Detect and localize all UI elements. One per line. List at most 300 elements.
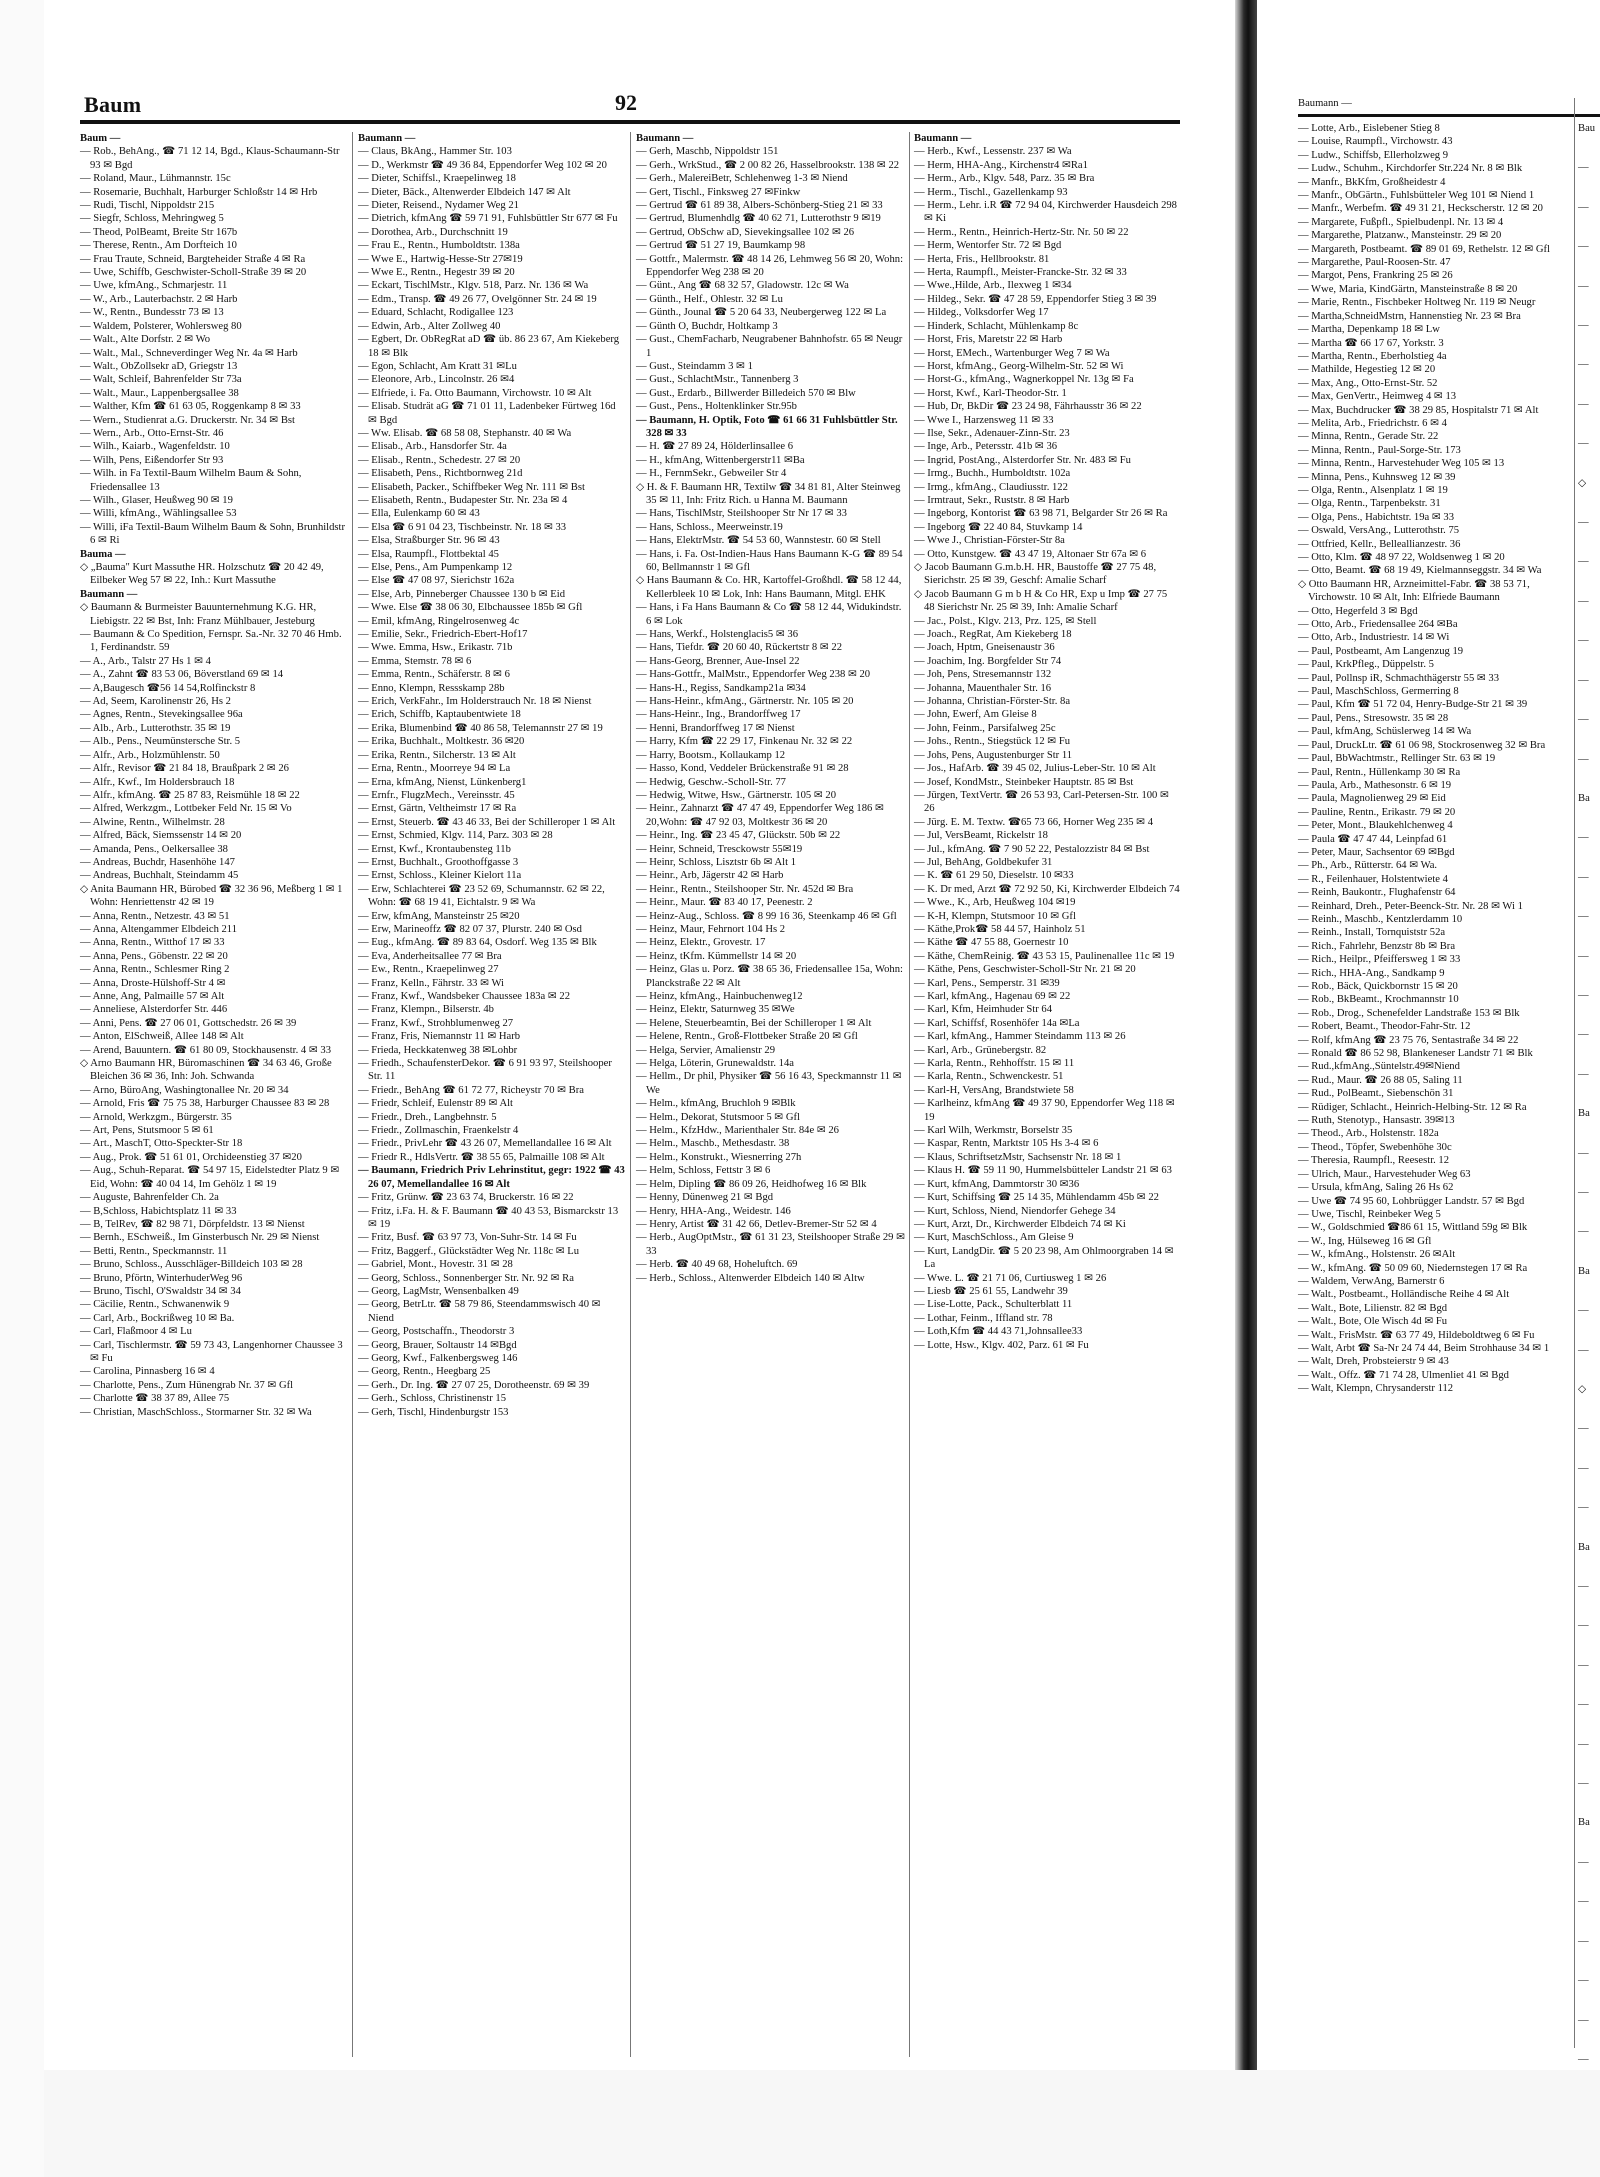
- directory-entry: — Anne, Ang, Palmaille 57 ✉ Alt: [80, 991, 225, 1002]
- directory-entry: — Helm., KfzHdw., Marienthaler Str. 84e ✉ 26: [636, 1125, 839, 1137]
- directory-entry: — Bruno, Pförtn, WinterhuderWeg 96: [80, 1272, 243, 1284]
- directory-entry: — Wern., Studienrat a.G. Druckerstr. Nr. 34 ✉ Bst: [80, 414, 295, 426]
- directory-entry: — Rud., Maur. ☎ 26 88 05, Saling 11: [1298, 1074, 1463, 1086]
- directory-entry: — Wwe, Maria, KindGärtn, Mansteinstraße 8 ✉ 20: [1298, 283, 1518, 295]
- directory-entry: — Ernst, Buchhalt., Groothoffgasse 3: [358, 856, 519, 868]
- directory-entry: — Else, Arb, Pinneberger Chaussee 130 b ✉ Eid: [358, 588, 565, 600]
- directory-entry: — Heinz, tKfm. Kümmellstr 14 ✉ 20: [636, 950, 797, 962]
- directory-entry: — Hans-H., Regiss, Sandkamp21a ✉34: [636, 682, 806, 694]
- directory-entry: — Heinr., Arb, Jägerstr 42 ✉ Harb: [636, 870, 784, 882]
- directory-entry: — Enno, Klempn, Ressskamp 28b: [358, 682, 505, 694]
- directory-entry: — Charlotte ☎ 38 37 89, Allee 75: [80, 1393, 230, 1405]
- directory-entry: — Kurt, kfmAng, Dammtorstr 30 ✉36: [914, 1178, 1080, 1190]
- directory-entry: — Helga, Löterin, Grunewaldstr. 14a: [636, 1058, 794, 1070]
- facing-page-edge-column: [1578, 122, 1600, 2065]
- edge-fragment: Ba: [1578, 1817, 1590, 1829]
- directory-entry: — Manfr., Werbefm. ☎ 49 31 21, Heckscherstr. 12 ✉ 20: [1298, 203, 1543, 215]
- directory-entry: — Ella, Eulenkamp 60 ✉ 43: [358, 508, 480, 520]
- directory-entry: — Edm., Transp. ☎ 49 26 77, Ovelgönner Str. 24 ✉ 19: [358, 293, 597, 305]
- directory-entry: — Hans, Werkf., Holstenglacis5 ✉ 36: [636, 629, 798, 641]
- edge-fragment: ◇: [1578, 477, 1587, 489]
- directory-entry: — Herb. ☎ 40 49 68, Hoheluftch. 69: [636, 1259, 798, 1271]
- directory-entry: — Käthe, ChemReinig. ☎ 43 53 15, Paulinenallee 11c ✉ 19: [914, 950, 1175, 962]
- edge-fragment: —: [1578, 1147, 1589, 1159]
- edge-fragment: —: [1578, 1778, 1589, 1790]
- directory-entry: — R., Feilenhauer, Holstentwiete 4: [1298, 873, 1448, 885]
- directory-entry: — Max, Buchdrucker ☎ 38 29 85, Hospitalstr 71 ✉ Alt: [1298, 404, 1539, 416]
- directory-entry: — Hans-Heinr., kfmAng., Gärtnerstr. Nr. 105 ✉ 20: [636, 696, 854, 708]
- directory-entry: — Olga, Rentn., Tarpenbekstr. 31: [1298, 498, 1441, 510]
- directory-entry: — Herm, Wentorfer Str. 72 ✉ Bgd: [914, 240, 1062, 252]
- directory-entry: — Hildeg., Sekr. ☎ 47 28 59, Eppendorfer Stieg 3 ✉ 39: [914, 293, 1157, 305]
- directory-entry: — Elfriede, i. Fa. Otto Baumann, Virchowstr. 10 ✉ Alt: [358, 387, 592, 399]
- directory-entry: — Joachim, Ing. Borgfelder Str 74: [914, 655, 1062, 667]
- directory-entry: — Anna, Rentn., Schlesmer Ring 2: [80, 964, 230, 976]
- directory-entry: — Irmg., kfmAng., Claudiusstr. 122: [914, 481, 1068, 493]
- directory-entry: — Willi, iFa Textil-Baum Wilhelm Baum & Sohn, Brunhildstr 6 ✉ Ri: [80, 521, 346, 547]
- directory-entry: — Johs., Rentn., Stiegstück 12 ✉ Fu: [914, 736, 1071, 748]
- directory-entry: — Hans, i Fa Hans Baumann & Co ☎ 58 12 44, Widukindstr. 6 ✉ Lok: [636, 602, 902, 627]
- edge-fragment: —: [1578, 1502, 1589, 1514]
- directory-entry: — Hedwig, Witwe, Hsw., Gärtnerstr. 105 ✉ 20: [636, 789, 836, 801]
- directory-entry: — Johs, Pens, Augustenburger Str 11: [914, 749, 1073, 761]
- edge-fragment: —: [1578, 1029, 1589, 1041]
- directory-entry: — Hub, Dr, BkDir ☎ 23 24 98, Fährhausstr 36 ✉ 22: [914, 401, 1142, 413]
- directory-entry: — Herm., Lehr. i.R ☎ 72 94 04, Kirchwerder Hausdeich 298 ✉ Ki: [914, 200, 1177, 225]
- directory-entry: — Liesb ☎ 25 61 55, Landwehr 39: [914, 1285, 1068, 1297]
- directory-entry: ◇ Arno Baumann HR, Büromaschinen ☎ 34 63 46, Große Bleichen 36 ✉ 36, Inh: Joh. Schwanda: [80, 1058, 332, 1083]
- directory-entry: — Karla, Rentn., Schwenckestr. 51: [914, 1071, 1064, 1083]
- directory-entry: ◇ „Bauma" Kurt Massuthe HR. Holzschutz ☎ 20 42 49, Eilbeker Weg 57 ✉ 22, Inh.: Kurt Massuthe: [80, 562, 324, 587]
- directory-entry: — Herb., AugOptMstr., ☎ 61 31 23, Steilshooper Straße 29 ✉ 33: [636, 1232, 905, 1257]
- directory-entry: — Jul., kfmAng. ☎ 7 90 52 22, Pestalozzistr 84 ✉ Bst: [914, 843, 1150, 855]
- directory-entry: — Art, Pens, Stutsmoor 5 ✉ 61: [80, 1125, 214, 1137]
- directory-entry: — Mathilde, Hegestieg 12 ✉ 20: [1298, 364, 1436, 376]
- directory-entry: — Herm., Arb., Klgv. 548, Parz. 35 ✉ Bra: [914, 173, 1095, 185]
- directory-entry: — Ottfried, Kellr., Belleallianzestr. 36: [1298, 538, 1461, 550]
- edge-fragment: Ba: [1578, 1108, 1590, 1120]
- directory-entry: — Helene, Rentn., Groß-Flottbeker Straße 20 ✉ Gfl: [636, 1031, 858, 1043]
- directory-entry: — Harry, Bootsm., Kollaukamp 12: [636, 749, 786, 761]
- directory-entry: — Gert, Tischl., Finksweg 27 ✉Finkw: [636, 186, 801, 198]
- directory-entry: — Jos., HafArb. ☎ 39 45 02, Julius-Leber-Str. 10 ✉ Alt: [914, 763, 1156, 775]
- directory-entry: — Georg, Rentn., Heegbarg 25: [358, 1366, 491, 1378]
- directory-entry: — Otto, Arb., Friedensallee 264 ✉Ba: [1298, 619, 1458, 631]
- directory-entry: — Reinh., Install, Tornquiststr 52a: [1298, 927, 1446, 939]
- directory-entry: — Henni, Brandorffweg 17 ✉ Nienst: [636, 722, 795, 734]
- directory-columns: [80, 132, 1180, 2057]
- directory-entry: — Karl, Kfm, Heimhuder Str 64: [914, 1004, 1052, 1016]
- directory-entry: — Eug., kfmAng. ☎ 89 83 64, Osdorf. Weg 135 ✉ Blk: [358, 937, 597, 949]
- directory-entry: — Anna, Altengammer Elbdeich 211: [80, 923, 238, 935]
- directory-entry: — Charlotte, Pens., Zum Hünengrab Nr. 37 ✉ Gfl: [80, 1379, 294, 1391]
- directory-entry: — Baumann, Friedrich Priv Lehrinstitut, gegr: 1922 ☎ 43 26 07, Memellandallee 16 ✉ Alt: [358, 1165, 625, 1190]
- directory-entry: — Hans, Schloss., Meerweinstr.19: [636, 521, 783, 533]
- directory-entry: — Auguste, Bahrenfelder Ch. 2a: [80, 1192, 219, 1204]
- directory-entry: — Emma, Stemstr. 78 ✉ 6: [358, 655, 472, 667]
- directory-entry: — Gertrud, ObSchw aD, Sievekingsallee 102 ✉ 26: [636, 226, 855, 238]
- directory-entry: — Hans, ElektrMstr. ☎ 54 53 60, Wannstestr. 60 ✉ Stell: [636, 535, 881, 547]
- directory-entry: — Gust., ChemFacharb, Neugrabener Bahnhofstr. 65 ✉ Neugr 1: [636, 334, 903, 359]
- directory-entry: — Jac., Polst., Klgv. 213, Prz. 125, ✉ Stell: [914, 615, 1097, 627]
- directory-entry: — Margarethe, Paul-Roosen-Str. 47: [1298, 257, 1451, 269]
- directory-entry: — Helga, Servier, Amalienstr 29: [636, 1044, 776, 1056]
- directory-entry: — Rob., BehAng., ☎ 71 12 14, Bgd., Klaus-Schaumann-Str 93 ✉ Bgd: [80, 146, 340, 171]
- directory-entry: — Karl, kfmAng., Hammer Steindamm 113 ✉ 26: [914, 1031, 1126, 1043]
- edge-fragment: —: [1578, 320, 1589, 332]
- directory-entry: — Bruno, Schloss., Ausschläger-Billdeich 103 ✉ 28: [80, 1259, 303, 1271]
- edge-fragment: ◇: [1578, 1384, 1587, 1395]
- directory-entry: — Arnold, Werkzgm., Bürgerstr. 35: [80, 1111, 232, 1123]
- directory-entry: — Georg, Schloss., Sonnenberger Str. Nr. 92 ✉ Ra: [358, 1272, 574, 1284]
- directory-entry: — Dieter, Bäck., Altenwerder Elbdeich 147 ✉ Alt: [358, 186, 571, 198]
- directory-entry: — Elisabeth, Pens., Richtbornweg 21d: [358, 468, 523, 480]
- directory-entry: — Marie, Rentn., Fischbeker Holtweg Nr. 119 ✉ Neugr: [1298, 297, 1536, 309]
- directory-entry: — Elisabeth, Rentn., Budapester Str. Nr. 23a ✉ 4: [358, 494, 568, 506]
- directory-entry: — Melita, Arb., Friedrichstr. 6 ✉ 4: [1298, 417, 1447, 429]
- directory-entry: — Alwine, Rentn., Wilhelmstr. 28: [80, 816, 225, 828]
- directory-entry: — Gottfr., Malermstr. ☎ 48 14 26, Lehmweg 56 ✉ 20, Wohn: Eppendorfer Weg 238 ✉ 20: [636, 253, 904, 279]
- directory-entry: — Heinz, Maur, Fehrnort 104 Hs 2: [636, 923, 786, 935]
- directory-entry: — Paul, kfmAng, Schüslerweg 14 ✉ Wa: [1298, 726, 1472, 738]
- directory-entry: — Elisab., Rentn., Schedestr. 27 ✉ 20: [358, 454, 521, 466]
- directory-entry: — Elsa ☎ 6 91 04 23, Tischbeinstr. Nr. 18 ✉ 33: [358, 521, 567, 533]
- directory-entry: — Manfr., BkKfm, Großheidestr 4: [1298, 176, 1446, 188]
- directory-entry: — Gertrud, Blumenhdlg ☎ 40 62 71, Lutterothstr 9 ✉19: [636, 213, 881, 225]
- directory-entry: — Karl Wilh, Werkmstr, Borselstr 35: [914, 1125, 1073, 1137]
- directory-entry: — Wwe. L. ☎ 21 71 06, Curtiusweg 1 ✉ 26: [914, 1272, 1107, 1284]
- directory-entry: — H., FernmSekr., Gebweiler Str 4: [636, 468, 787, 480]
- directory-entry: — Dieter, Reisend., Nydamer Weg 21: [358, 200, 519, 212]
- directory-entry: Baumann —: [636, 133, 694, 144]
- directory-entry: — Henry, HHA-Ang., Weidestr. 146: [636, 1205, 791, 1217]
- edge-fragment: —: [1578, 2053, 1589, 2065]
- directory-entry: — Ilse, Sekr., Adenauer-Zinn-Str. 23: [914, 427, 1070, 439]
- directory-entry: — Karl, Pens., Semperstr. 31 ✉39: [914, 977, 1060, 989]
- directory-entry: — Herta, Fris., Hellbrookstr. 81: [914, 253, 1050, 265]
- directory-entry: — Hans, Tiefdr. ☎ 20 60 40, Rückertstr 8 ✉ 22: [636, 642, 842, 654]
- edge-fragment: —: [1578, 1975, 1589, 1987]
- directory-entry: — Wilh., Kaiarb., Wagenfeldstr. 10: [80, 441, 230, 453]
- directory-entry: — Otto, Hegerfeld 3 ✉ Bgd: [1298, 605, 1418, 617]
- directory-entry: — Ad, Seem, Karolinenstr 26, Hs 2: [80, 696, 231, 708]
- directory-entry: — Theod, PolBeamt, Breite Str 167b: [80, 226, 238, 238]
- directory-entry: — Carl, Tischlermstr. ☎ 59 73 43, Langenhorner Chaussee 3 ✉ Fu: [80, 1339, 343, 1364]
- edge-fragment: —: [1578, 359, 1589, 371]
- directory-entry: — Herb., Schloss., Altenwerder Elbdeich 140 ✉ Altw: [636, 1272, 865, 1284]
- directory-entry: — H., kfmAng, Wittenbergerstr11 ✉Ba: [636, 454, 805, 466]
- directory-entry: — W., kfmAng., Holstenstr. 26 ✉Alt: [1298, 1249, 1456, 1261]
- facing-page-header: Baumann —: [1298, 98, 1352, 109]
- directory-entry: — Walt, Klempn, Chrysanderstr 112: [1298, 1383, 1454, 1395]
- directory-entry: — Georg, Kwf., Falkenbergsweg 146: [358, 1352, 518, 1364]
- directory-entry: — Inge, Arb., Petersstr. 41b ✉ 36: [914, 441, 1058, 453]
- directory-entry: — Ernst, Gärtn, Veltheimstr 17 ✉ Ra: [358, 803, 517, 815]
- directory-entry: — Kurt, Schloss, Niend, Niendorfer Gehege 34: [914, 1205, 1116, 1217]
- directory-entry: — Franz, Kwf., Strohblumenweg 27: [358, 1017, 514, 1029]
- directory-entry: — Walt., Alte Dorfstr. 2 ✉ Wo: [80, 334, 211, 346]
- directory-entry: — Max, GenVertr., Heimweg 4 ✉ 13: [1298, 391, 1457, 403]
- directory-entry: — Karla, Rentn., Rehhoffstr. 15 ✉ 11: [914, 1058, 1075, 1070]
- directory-entry: — Walt., Mal., Schneverdinger Weg Nr. 4a ✉ Harb: [80, 347, 298, 359]
- edge-fragment: —: [1578, 241, 1589, 253]
- directory-entry: — Rob., Bäck, Quickbornstr 15 ✉ 20: [1298, 981, 1458, 992]
- directory-entry: — Käthe ☎ 47 55 88, Goernestr 10: [914, 937, 1069, 949]
- directory-entry: — Jul, BehAng, Goldbekufer 31: [914, 856, 1053, 868]
- directory-entry: — Horst-G., kfmAng., Wagnerkoppel Nr. 13g ✉ Fa: [914, 374, 1134, 386]
- directory-entry: — Anton, ElSchweiß, Allee 148 ✉ Alt: [80, 1031, 244, 1043]
- directory-entry: — Margarethe, Platzanw., Mansteinstr. 29 ✉ 20: [1298, 230, 1502, 242]
- directory-entry: — Helene, Steuerbeamtin, Bei der Schilleroper 1 ✉ Alt: [636, 1017, 872, 1029]
- directory-entry: — Walt., Maur., Lappenbergsallee 38: [80, 387, 239, 399]
- directory-entry: — Fritz, Baggerf., Glückstädter Weg Nr. 118c ✉ Lu: [358, 1245, 580, 1257]
- edge-fragment: Bau: [1578, 123, 1596, 134]
- directory-entry: — Kaspar, Rentn, Marktstr 105 Hs 3-4 ✉ 6: [914, 1138, 1099, 1150]
- directory-entry: — W., Rentn., Bundesstr 73 ✉ 13: [80, 307, 224, 319]
- directory-entry: — Horst, kfmAng., Georg-Wilhelm-Str. 52 ✉ Wi: [914, 360, 1124, 372]
- directory-entry: — Minna, Rentn., Gerade Str. 22: [1298, 431, 1439, 443]
- directory-entry: — A., Zahnt ☎ 83 53 06, Böverstland 69 ✉ 14: [80, 669, 284, 681]
- directory-entry: — Paula, Arb., Mathesonstr. 6 ✉ 19: [1298, 779, 1452, 791]
- directory-entry: — Georg, LagMstr, Wensenbalken 49: [358, 1285, 519, 1297]
- page-number: 92: [615, 90, 637, 115]
- directory-entry: — Paul, DruckLtr. ☎ 61 06 98, Stockrosenweg 32 ✉ Bra: [1298, 739, 1546, 751]
- directory-entry: — Rich., Heilpr., Pfeiffersweg 1 ✉ 33: [1298, 954, 1461, 966]
- directory-entry: — Bernh., ESchweiß., Im Ginsterbusch Nr. 29 ✉ Nienst: [80, 1232, 320, 1244]
- directory-entry: — Rosemarie, Buchhalt, Harburger Schloßstr 14 ✉ Hrb: [80, 186, 318, 198]
- directory-column-1: [80, 132, 348, 2057]
- directory-entry: — Gabriel, Mont., Hovestr. 31 ✉ 28: [358, 1259, 513, 1271]
- directory-entry: — Gerh, Tischl, Hindenburgstr 153: [358, 1406, 509, 1418]
- edge-fragment: —: [1578, 556, 1589, 568]
- directory-entry: — Johanna, Christian-Förster-Str. 8a: [914, 696, 1071, 708]
- edge-fragment: —: [1578, 1856, 1589, 1868]
- directory-entry: — Erika, Rentn., Silcherstr. 13 ✉ Alt: [358, 749, 516, 761]
- directory-entry: — Else, Pens., Am Pumpenkamp 12: [358, 562, 513, 573]
- directory-entry: — Henny, Dünenweg 21 ✉ Bgd: [636, 1192, 774, 1204]
- directory-entry: — Paul, Pollnsp iR, Schmachthägerstr 55 ✉ 33: [1298, 672, 1500, 684]
- directory-entry: — W., Goldschmied ☎86 61 15, Wittland 59g ✉ Blk: [1298, 1222, 1528, 1234]
- edge-fragment: —: [1578, 1896, 1589, 1908]
- directory-entry: — Günth., Helf., Ohlestr. 32 ✉ Lu: [636, 293, 783, 305]
- directory-entry: — Erika, Blumenbind ☎ 40 86 58, Telemannstr 27 ✉ 19: [358, 722, 603, 734]
- directory-entry: — Ludw., Schuhm., Kirchdorfer Str.224 Nr. 8 ✉ Blk: [1298, 163, 1523, 175]
- directory-entry: — Dieter, Schiffsl., Kraepelinweg 18: [358, 173, 516, 185]
- directory-entry: — Heinz-Aug., Schloss. ☎ 8 99 16 36, Steenkamp 46 ✉ Gfl: [636, 910, 897, 922]
- edge-fragment: Ba: [1578, 792, 1590, 804]
- directory-entry: — Minna, Pens., Kuhnsweg 12 ✉ 39: [1298, 471, 1456, 483]
- directory-entry: — Henry, Artist ☎ 31 42 66, Detlev-Bremer-Str 52 ✉ 4: [636, 1218, 877, 1230]
- edge-fragment: —: [1578, 1462, 1589, 1474]
- directory-entry: — Rüdiger, Schlacht., Heinrich-Helbing-Str. 12 ✉ Ra: [1298, 1101, 1527, 1113]
- directory-entry: — Erw, Schlachterei ☎ 23 52 69, Schumannstr. 62 ✉ 22, Wohn: ☎ 68 19 41, Eichtalstr. 9 ✉ Wa: [358, 883, 605, 909]
- directory-entry: — Friedr., PrivLehr ☎ 43 26 07, Memellandallee 16 ✉ Alt: [358, 1138, 612, 1150]
- directory-entry: — Karl, Schiffsf, Rosenhöfer 14a ✉La: [914, 1017, 1080, 1029]
- directory-entry: — Gerh., Schloss, Christinenstr 15: [358, 1393, 507, 1405]
- directory-entry: — Margareth, Postbeamt. ☎ 89 01 69, Rethelstr. 12 ✉ Gfl: [1298, 243, 1550, 255]
- directory-entry: — Agnes, Rentn., Stevekingsallee 96a: [80, 709, 243, 721]
- directory-entry: — Paul, Rentn., Hüllenkamp 30 ✉ Ra: [1298, 766, 1461, 778]
- directory-entry: — Herm., Rentn., Heinrich-Hertz-Str. Nr. 50 ✉ 22: [914, 226, 1129, 238]
- directory-entry: — Erw, Marineoffz ☎ 82 07 37, Plurstr. 240 ✉ Osd: [358, 923, 582, 935]
- directory-column-3: [636, 132, 906, 2057]
- directory-entry: — Harry, Kfm ☎ 22 29 17, Finkenau Nr. 32 ✉ 22: [636, 736, 853, 748]
- directory-entry: — Frau Traute, Schneid, Bargteheider Straße 4 ✉ Ra: [80, 253, 306, 265]
- edge-fragment: —: [1578, 517, 1589, 529]
- directory-entry: — Alfr., Kwf., Im Holdersbrauch 18: [80, 776, 235, 788]
- directory-entry: — Minna, Rentn., Harvestehuder Weg 105 ✉ 13: [1298, 458, 1505, 470]
- directory-entry: — Alb., Pens., Neumünstersche Str. 5: [80, 736, 241, 748]
- directory-entry: — Gertrud ☎ 51 27 19, Baumkamp 98: [636, 240, 806, 252]
- directory-entry: — Friedr, Schleif, Eulenstr 89 ✉ Alt: [358, 1098, 513, 1110]
- directory-entry: — Anneliese, Alsterdorfer Str. 446: [80, 1004, 228, 1016]
- directory-entry: — Friedr., Dreh., Langbehnstr. 5: [358, 1111, 497, 1123]
- directory-entry: — Uwe ☎ 74 95 60, Lohbrügger Landstr. 57 ✉ Bgd: [1298, 1195, 1525, 1207]
- directory-entry: Baumann —: [358, 133, 416, 144]
- directory-entry: — Johanna, Mauenthaler Str. 16: [914, 682, 1052, 694]
- directory-entry: — Hinderk, Schlacht, Mühlenkamp 8c: [914, 320, 1079, 332]
- directory-entry: — D., Werkmstr ☎ 49 36 84, Eppendorfer Weg 102 ✉ 20: [358, 159, 607, 171]
- edge-fragment: —: [1578, 950, 1589, 962]
- directory-entry: — Klaus, SchriftsetzMstr, Sachsenstr Nr. 18 ✉ 1: [914, 1151, 1122, 1163]
- directory-entry: — Lotte, Arb., Eislebener Stieg 8: [1298, 123, 1440, 134]
- directory-entry: — John, Ewerf, Am Gleise 8: [914, 709, 1037, 721]
- directory-entry: — Lothar, Feinm., Iffland str. 78: [914, 1312, 1053, 1324]
- directory-entry: ◇ Jacob Baumann G m b H & Co HR, Exp u Imp ☎ 27 75 48 Sierichstr Nr. 25 ✉ 39, Inh: Amalie Scharf: [914, 588, 1168, 614]
- directory-entry: — Otto, Arb., Industriestr. 14 ✉ Wi: [1298, 632, 1450, 644]
- directory-entry: — Georg, Postschaffn., Theodorstr 3: [358, 1326, 515, 1338]
- directory-entry: — Emil, kfmAng, Ringelrosenweg 4c: [358, 615, 520, 627]
- directory-entry: — Aug., Schuh-Reparat. ☎ 54 97 15, Eidelstedter Platz 9 ✉ Eid, Wohn: ☎ 40 04 14, Im Gehölz 1 ✉ 19: [80, 1165, 340, 1190]
- edge-fragment: —: [1578, 989, 1589, 1001]
- directory-entry: — Ingrid, PostAng., Alsterdorfer Str. Nr. 483 ✉ Fu: [914, 454, 1131, 466]
- directory-entry: — Joach, Hptm, Gneisenaustr 36: [914, 642, 1055, 654]
- directory-entry: — Helm., kfmAng, Bruchloh 9 ✉Blk: [636, 1098, 796, 1110]
- directory-entry: — W., kfmAng. ☎ 50 09 60, Niedernstegen 17 ✉ Ra: [1298, 1262, 1528, 1274]
- directory-entry: — Dietrich, kfmAng ☎ 59 71 91, Fuhlsbüttler Str 677 ✉ Fu: [358, 213, 618, 225]
- directory-entry: — Ruth, Stenotyp., Hansastr. 39✉13: [1298, 1115, 1455, 1127]
- directory-entry: — Robert, Beamt., Theodor-Fahr-Str. 12: [1298, 1021, 1471, 1033]
- directory-entry: — Uwe, Schiffb, Geschwister-Scholl-Straße 39 ✉ 20: [80, 267, 307, 279]
- directory-entry: — Wwe. Else ☎ 38 06 30, Elbchaussee 185b ✉ Gfl: [358, 602, 583, 614]
- directory-entry: — Cäcilie, Rentn., Schwanenwik 9: [80, 1299, 230, 1311]
- directory-entry: — Horst, EMech., Wartenburger Weg 7 ✉ Wa: [914, 347, 1110, 359]
- directory-entry: — Paul, BbWachtmstr., Rellinger Str. 63 ✉ 19: [1298, 753, 1496, 765]
- directory-entry: ◇ Otto Baumann HR, Arzneimittel-Fabr. ☎ 38 53 71, Virchowstr. 10 ✉ Alt, Inh: Elfriede Baumann: [1298, 578, 1530, 604]
- edge-fragment: —: [1578, 1581, 1589, 1593]
- column-divider: [909, 132, 910, 2057]
- directory-entry: — Franz, Klempn., Bilserstr. 4b: [358, 1004, 494, 1016]
- edge-fragment: —: [1578, 280, 1589, 292]
- directory-entry: — Heinr., Rentn., Steilshooper Str. Nr. 452d ✉ Bra: [636, 883, 854, 895]
- directory-entry: — Willi, kfmAng., Wählingsallee 53: [80, 508, 237, 520]
- directory-entry: — Klaus H. ☎ 59 11 90, Hummelsbütteler Landstr 21 ✉ 63: [914, 1165, 1172, 1177]
- directory-entry: — Kurt, MaschSchloss., Am Gleise 9: [914, 1232, 1074, 1244]
- directory-page: [80, 90, 1180, 2065]
- directory-entry: — K-H, Klempn, Stutsmoor 10 ✉ Gfl: [914, 910, 1076, 922]
- directory-entry: — Friedh., SchaufensterDekor. ☎ 6 91 93 97, Steilshooper Str. 11: [358, 1058, 612, 1083]
- directory-entry: — Friedr., BehAng ☎ 61 72 77, Richeystr 70 ✉ Bra: [358, 1084, 584, 1096]
- directory-entry: — Alfr., Arb., Holzmühlenstr. 50: [80, 749, 220, 761]
- directory-entry: — Kurt, Arzt, Dr., Kirchwerder Elbdeich 74 ✉ Ki: [914, 1218, 1126, 1230]
- directory-entry: — Aug., Prok. ☎ 51 61 01, Orchideenstieg 37 ✉20: [80, 1151, 302, 1163]
- directory-entry: — Paul, Postbeamt, Am Langenzug 19: [1298, 645, 1464, 657]
- edge-fragment: —: [1578, 871, 1589, 883]
- directory-entry: — Walt., ObZollsekr aD, Griegstr 13: [80, 360, 238, 372]
- facing-page-column: [1298, 122, 1570, 2062]
- directory-entry: — Heinz, kfmAng., Hainbuchenweg12: [636, 991, 803, 1002]
- directory-entry: — Gerh., MalereiBetr, Schlehenweg 1-3 ✉ Niend: [636, 173, 848, 185]
- edge-fragment: —: [1578, 911, 1589, 923]
- directory-entry: — Alfred, Werkzgm., Lottbeker Feld Nr. 15 ✉ Vo: [80, 803, 292, 815]
- directory-entry: — Günth O, Buchdr, Holtkamp 3: [636, 320, 778, 332]
- directory-entry: — Ernst, Schloss., Kleiner Kielort 11a: [358, 870, 522, 882]
- directory-entry: — Georg, Brauer, Soltaustr 14 ✉Bgd: [358, 1339, 517, 1351]
- directory-entry: — Joach., RegRat, Am Kiekeberg 18: [914, 629, 1072, 641]
- directory-entry: Baum —: [80, 133, 121, 144]
- directory-entry: — Margarete, Fußpfl., Spielbudenpl. Nr. 13 ✉ 4: [1298, 216, 1504, 228]
- directory-entry: — Georg, BetrLtr. ☎ 58 79 86, Steendammswisch 40 ✉ Niend: [358, 1299, 601, 1324]
- directory-entry: — H. ☎ 27 89 24, Hölderlinsallee 6: [636, 441, 794, 453]
- directory-entry: — Josef, KondMstr., Steinbeker Hauptstr. 85 ✉ Bst: [914, 776, 1134, 788]
- directory-entry: — Martha, Depenkamp 18 ✉ Lw: [1298, 324, 1440, 336]
- edge-fragment: —: [1578, 1738, 1589, 1750]
- directory-entry: — Reinhard, Dreh., Peter-Beenck-Str. Nr. 28 ✉ Wi 1: [1298, 900, 1523, 912]
- directory-entry: — Anni, Pens. ☎ 27 06 01, Gottschedstr. 26 ✉ 39: [80, 1017, 297, 1029]
- directory-entry: — Walt, Dreh, Probsteierstr 9 ✉ 43: [1298, 1356, 1449, 1368]
- directory-entry: — Lotte, Hsw., Klgv. 402, Parz. 61 ✉ Fu: [914, 1339, 1089, 1351]
- directory-entry: — Otto, Kunstgew. ☎ 43 47 19, Altonaer Str 67a ✉ 6: [914, 548, 1147, 560]
- directory-entry: — Ph., Arb., Rütterstr. 64 ✉ Wa.: [1298, 860, 1438, 872]
- directory-entry: ◇ Baumann & Burmeister Bauunternehmung K.G. HR, Liebigstr. 22 ✉ Bst, Inh: Franz Mühlbauer, Jesteburg: [80, 602, 317, 627]
- directory-entry: — Friedr R., HdlsVertr. ☎ 38 55 65, Palmaille 108 ✉ Alt: [358, 1151, 605, 1163]
- directory-entry: — Louise, Raumpfl., Virchowstr. 43: [1298, 136, 1453, 148]
- directory-entry: — Theresia, Raumpfl., Reesestr. 12: [1298, 1155, 1450, 1167]
- directory-entry: — Otto, Beamt. ☎ 68 19 49, Kielmannseggstr. 34 ✉ Wa: [1298, 565, 1542, 577]
- directory-entry: — Walt., Bote, Lilienstr. 82 ✉ Bgd: [1298, 1302, 1448, 1314]
- directory-entry: — Heinr., Zahnarzt ☎ 47 47 49, Eppendorfer Weg 186 ✉ 20,Wohn: ☎ 47 92 03, Moltkestr 36 ✉ 20: [636, 803, 884, 828]
- directory-entry: — Karl, Arb., Grünebergstr. 82: [914, 1044, 1047, 1056]
- directory-entry: — Rob., BkBeamt., Krochmannstr 10: [1298, 994, 1459, 1006]
- directory-entry: — Gust., Erdarb., Billwerder Billedeich 570 ✉ Blw: [636, 387, 856, 399]
- directory-entry: — Ernfr., FlugzMech., Vereinsstr. 45: [358, 789, 515, 801]
- directory-entry: — Gerh., Dr. Ing. ☎ 27 07 25, Dorotheenstr. 69 ✉ 39: [358, 1379, 590, 1391]
- directory-entry: — Wern., Arb., Otto-Ernst-Str. 46: [80, 427, 224, 439]
- directory-entry: — Ww. Elisab. ☎ 68 58 08, Stephanstr. 40 ✉ Wa: [358, 427, 572, 439]
- directory-entry: — Walther, Kfm ☎ 61 63 05, Roggenkamp 8 ✉ 33: [80, 401, 301, 413]
- directory-entry: — Franz, Fris, Niemannstr 11 ✉ Harb: [358, 1031, 521, 1043]
- directory-entry: — Wwe I., Harzensweg 11 ✉ 33: [914, 414, 1054, 426]
- edge-fragment: —: [1578, 1305, 1589, 1317]
- directory-entry: — Lise-Lotte, Pack., Schulterblatt 11: [914, 1299, 1073, 1311]
- directory-entry: — Olga, Pens., Habichtstr. 19a ✉ 33: [1298, 511, 1454, 523]
- directory-entry: — Wwe E., Hartwig-Hesse-Str 27✉19: [358, 253, 523, 265]
- directory-entry: — Ronald ☎ 86 52 98, Blankeneser Landstr 71 ✉ Blk: [1298, 1048, 1533, 1060]
- column-divider: [352, 132, 353, 2057]
- directory-entry: — Alfr., Revisor ☎ 21 84 18, Braußpark 2 ✉ 26: [80, 763, 289, 775]
- directory-entry: — Theod., Töpfer, Swebenhöhe 30c: [1298, 1141, 1452, 1153]
- directory-entry: — Joh, Pens, Stresemannstr 132: [914, 669, 1052, 681]
- directory-entry: — K. Dr med, Arzt ☎ 72 92 50, Ki, Kirchwerder Elbdeich 74: [914, 883, 1180, 895]
- directory-entry: — Heinz, Elektr, Saturnweg 35 ✉We: [636, 1004, 795, 1016]
- directory-entry: — Hellm., Dr phil, Physiker ☎ 56 16 43, Speckmannstr 11 ✉ We: [636, 1071, 902, 1096]
- directory-entry: — Wwe.,Hilde, Arb., Ilexweg 1 ✉34: [914, 280, 1072, 292]
- directory-entry: — Reinh., Maschb., Kentzlerdamm 10: [1298, 913, 1463, 925]
- directory-entry: — Hans-Georg, Brenner, Aue-Insel 22: [636, 655, 800, 667]
- directory-entry: — Alfred, Bäck, Siemssenstr 14 ✉ 20: [80, 830, 242, 842]
- directory-entry: — Jul, VersBeamt, Rickelstr 18: [914, 830, 1048, 842]
- directory-entry: — Paul, Kfm ☎ 51 72 04, Henry-Budge-Str 21 ✉ 39: [1298, 699, 1528, 711]
